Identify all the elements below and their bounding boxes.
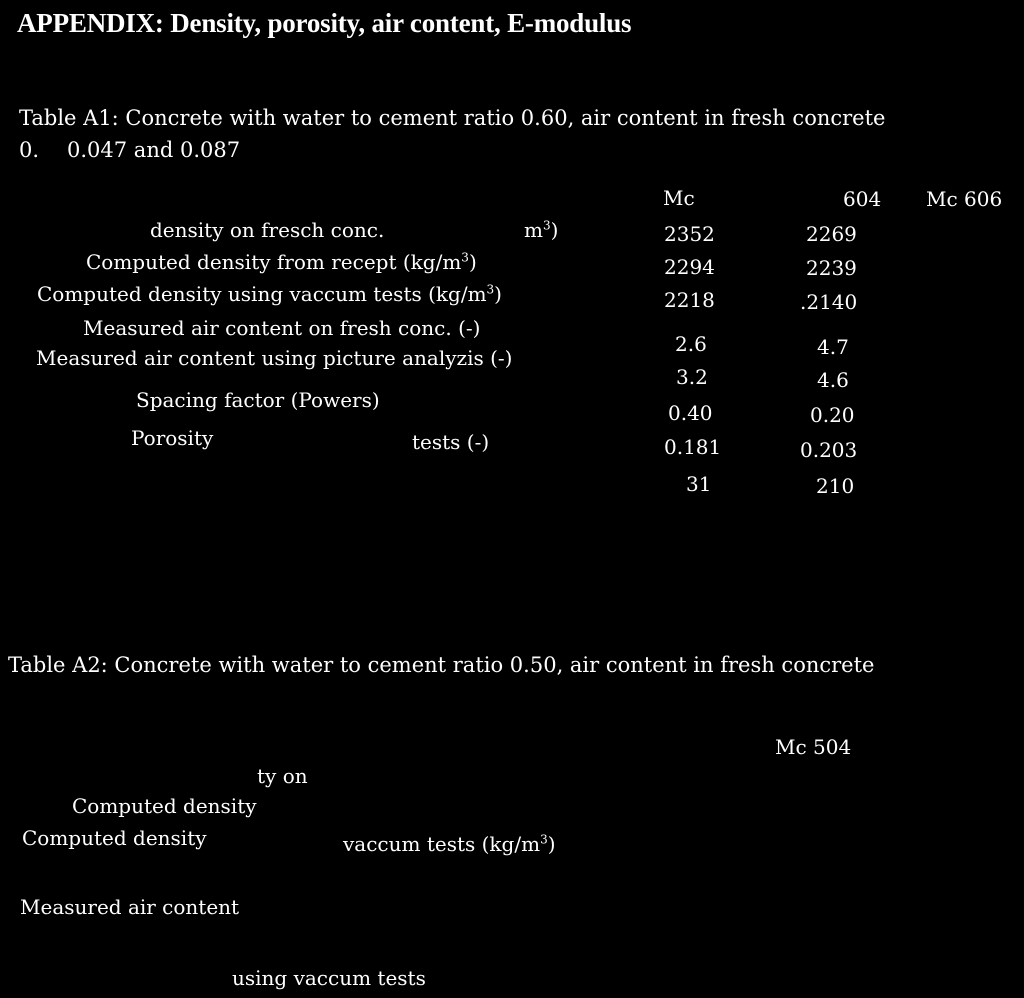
table-a1-cell: 0.181 bbox=[664, 435, 722, 459]
table-a1-row-label-unit: $m^3$) bbox=[524, 218, 559, 242]
table-a2-row-label: Computed density bbox=[72, 794, 257, 818]
table-a1-cell: 2218 bbox=[664, 288, 715, 312]
table-a2-row-label: Measured air content bbox=[20, 895, 240, 919]
table-a1-row-label: Spacing factor (Powers) bbox=[136, 388, 380, 412]
table-a2-row-label: Computed density bbox=[22, 826, 207, 850]
table-a1-cell: 0.40 bbox=[668, 401, 713, 425]
table-a1-row-label: Measured air content on fresh conc. (-) bbox=[83, 316, 481, 340]
table-a1-caption-cont-a: 0. bbox=[19, 138, 40, 162]
table-a1-row-label: Porosity bbox=[131, 426, 214, 450]
table-a1-cell: 31 bbox=[686, 472, 712, 496]
table-a2-row-label: ty on bbox=[257, 764, 308, 788]
table-a1-row-label: Computed density using vaccum tests $(kg/m^3)$ bbox=[37, 282, 502, 306]
table-a1-header-col2: 604 bbox=[843, 187, 882, 211]
table-a1-header-col1: Mc bbox=[663, 186, 695, 210]
table-a1-row-label-suffix: tests (-) bbox=[412, 430, 490, 454]
table-a2-header-col1: Mc 504 bbox=[775, 735, 852, 759]
table-a1-cell: 210 bbox=[816, 474, 855, 498]
table-a1-cell: 0.20 bbox=[810, 403, 855, 427]
table-a1-row-label: Measured air content using picture analyzis (-) bbox=[36, 346, 513, 370]
table-a1-cell: 4.7 bbox=[817, 335, 849, 359]
page-title: APPENDIX: Density, porosity, air content, E-modulus bbox=[17, 8, 632, 38]
table-a2-row-label: using vaccum tests bbox=[232, 966, 426, 990]
table-a1-cell: 0.203 bbox=[800, 438, 858, 462]
table-a1-cell: 2.6 bbox=[675, 332, 707, 356]
table-a1-caption: Table A1: Concrete with water to cement ratio 0.60, air content in fresh concrete bbox=[19, 106, 886, 130]
table-a1-row-label: Computed density from recept $(kg/m^3)$ bbox=[86, 250, 477, 274]
table-a1-row-label: density on fresch conc. bbox=[150, 218, 385, 242]
table-a1-cell: 3.2 bbox=[676, 365, 708, 389]
table-a1-caption-cont-b: 0.047 and 0.087 bbox=[67, 138, 241, 162]
table-a1-cell: 2294 bbox=[664, 255, 715, 279]
table-a1-header-col3: Mc 606 bbox=[926, 187, 1003, 211]
table-a2-caption: Table A2: Concrete with water to cement ratio 0.50, air content in fresh concrete bbox=[8, 653, 875, 677]
table-a1-cell: 2269 bbox=[806, 222, 857, 246]
table-a1-cell: 2239 bbox=[806, 256, 857, 280]
table-a1-cell: .2140 bbox=[800, 290, 858, 314]
table-a1-cell: 4.6 bbox=[817, 368, 849, 392]
table-a1-cell: 2352 bbox=[664, 222, 715, 246]
table-a2-row-label-unit: vaccum tests $(kg/m^3)$ bbox=[343, 832, 556, 856]
